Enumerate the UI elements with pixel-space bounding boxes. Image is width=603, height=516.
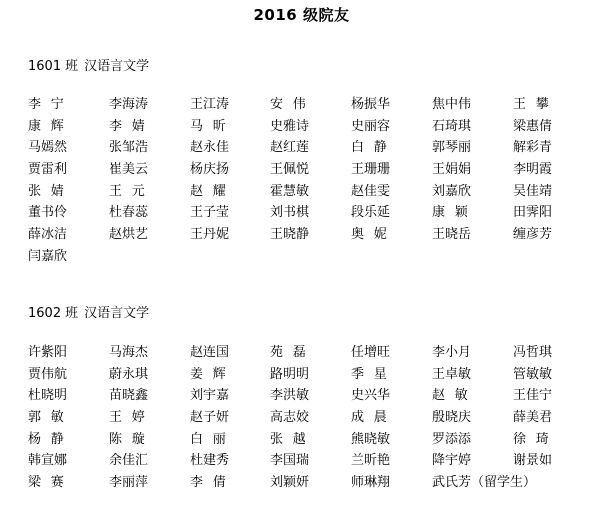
- student-name: 薛美君: [513, 410, 553, 426]
- student-name: 史兴华: [351, 388, 391, 404]
- student-name: 董书伶: [28, 205, 68, 221]
- student-name: 罗添添: [432, 431, 472, 447]
- student-name: 白静: [351, 140, 397, 156]
- student-name: 师琳翔: [351, 475, 391, 491]
- student-name: 高志姣: [270, 410, 310, 426]
- student-name: 刘颖妍: [270, 475, 310, 491]
- student-name: 张越: [270, 431, 316, 447]
- student-name: 史丽容: [351, 118, 391, 134]
- student-name: 赵敏: [432, 388, 478, 404]
- student-name: 安伟: [270, 97, 316, 112]
- student-name: 王子莹: [190, 205, 230, 221]
- student-name: 徐琦: [513, 431, 559, 447]
- student-name: 陈璇: [109, 431, 155, 447]
- student-name: 李海涛: [109, 97, 149, 112]
- student-name: 李丽萍: [109, 475, 149, 491]
- student-name: 梁赛: [28, 475, 74, 491]
- student-name: 霍慧敏: [270, 183, 310, 199]
- student-name: 赵永佳: [190, 140, 230, 156]
- student-name: 康辉: [28, 118, 74, 134]
- student-name: 王佳宁: [513, 388, 553, 404]
- student-name: 吴佳靖: [513, 183, 553, 199]
- class-code: 1602: [28, 306, 62, 321]
- student-name: 郭琴丽: [432, 140, 472, 156]
- student-name: 杨庆扬: [190, 162, 230, 178]
- student-name: 蔚永琪: [109, 366, 149, 382]
- student-name: 梁惠倩: [513, 118, 553, 134]
- student-name: 王元: [109, 183, 155, 199]
- student-name: 熊晓敏: [351, 431, 391, 447]
- student-name: 石琦琪: [432, 118, 472, 134]
- student-name: 李国瑞: [270, 453, 310, 469]
- student-name: 李明霞: [513, 162, 553, 178]
- student-name: 马昕: [190, 118, 236, 134]
- student-list-1601: [28, 94, 573, 268]
- class-heading-1601: [28, 55, 149, 74]
- student-name: 苑磊: [270, 345, 316, 360]
- student-name: 王婷: [109, 410, 155, 426]
- class-major: 汉语言文学: [84, 59, 150, 74]
- student-name: 崔美云: [109, 162, 149, 178]
- student-name: 张邹浩: [109, 140, 149, 156]
- student-name: 李倩: [190, 475, 236, 491]
- student-name: 奥妮: [351, 227, 397, 243]
- student-name: 段乐延: [351, 205, 391, 221]
- student-name: 刘嘉欣: [432, 183, 472, 199]
- student-name: 王卓敏: [432, 366, 472, 382]
- student-name: 田霁阳: [513, 205, 553, 221]
- student-name: 季星: [351, 366, 397, 382]
- page-title: 2016 级院友: [253, 6, 350, 24]
- student-name: 姜辉: [190, 366, 236, 382]
- student-name: 康颖: [432, 205, 478, 221]
- student-name: 杨振华: [351, 97, 391, 112]
- student-name: 任增旺: [351, 345, 391, 360]
- student-name: 降宇婷: [432, 453, 472, 469]
- student-name: 赵佳雯: [351, 183, 391, 199]
- student-name: 王攀: [513, 97, 559, 112]
- student-name: 王晓静: [270, 227, 310, 243]
- student-name: 赵烘艺: [109, 227, 149, 243]
- student-name: 赵连国: [190, 345, 230, 360]
- student-name: 赵红莲: [270, 140, 310, 156]
- student-name: 成晨: [351, 410, 397, 426]
- student-name: 余佳汇: [109, 453, 149, 469]
- student-list-1602: [28, 342, 573, 494]
- class-unit: 班: [65, 59, 79, 74]
- student-name: 王佩悦: [270, 162, 310, 178]
- class-heading-1602: [28, 302, 149, 321]
- class-unit: 班: [65, 306, 79, 321]
- student-name: 杜建秀: [190, 453, 230, 469]
- student-name: 许紫阳: [28, 345, 68, 360]
- student-name: 王丹妮: [190, 227, 230, 243]
- student-name: 史雅诗: [270, 118, 310, 134]
- student-name: 王晓岳: [432, 227, 472, 243]
- student-name: 兰昕艳: [351, 453, 391, 469]
- student-name: 赵耀: [190, 183, 236, 199]
- student-name: 刘宇嘉: [190, 388, 230, 404]
- student-name: 白丽: [190, 431, 236, 447]
- student-name: 杜春蕊: [109, 205, 149, 221]
- student-name: 张婧: [28, 183, 74, 199]
- student-name: 苗晓鑫: [109, 388, 149, 404]
- student-name: 管敏敏: [513, 366, 553, 382]
- student-name: 王珊珊: [351, 162, 391, 178]
- student-name: 贾雷利: [28, 162, 68, 178]
- student-name: 闫嘉欣: [28, 248, 68, 264]
- student-name: 马海杰: [109, 345, 149, 360]
- student-name: 焦中伟: [432, 97, 472, 112]
- student-name: 杨静: [28, 431, 74, 447]
- student-name: 李小月: [432, 345, 472, 360]
- student-name: 谢景如: [513, 453, 553, 469]
- student-name: 李洪敏: [270, 388, 310, 404]
- student-name: 韩宣娜: [28, 453, 68, 469]
- student-name: 杜晓明: [28, 388, 68, 404]
- student-name: 马嫣然: [28, 140, 68, 156]
- student-name: 缠彦芳: [513, 227, 553, 243]
- student-name: 武氏芳（留学生）: [432, 475, 537, 491]
- student-name: 王江涛: [190, 97, 230, 112]
- student-name: 郭敏: [28, 410, 74, 426]
- student-name: 刘书棋: [270, 205, 310, 221]
- class-code: 1601: [28, 59, 62, 74]
- student-name: 解彩青: [513, 140, 553, 156]
- student-name: 赵子妍: [190, 410, 230, 426]
- student-name: 薛冰洁: [28, 227, 68, 243]
- student-name: 李宁: [28, 97, 74, 112]
- student-name: 路明明: [270, 366, 310, 382]
- class-major: 汉语言文学: [84, 306, 150, 321]
- student-name: 李婧: [109, 118, 155, 134]
- student-name: 王娟娟: [432, 162, 472, 178]
- student-name: 贾伟航: [28, 366, 68, 382]
- student-name: 殷晓庆: [432, 410, 472, 426]
- student-name: 冯哲琪: [513, 345, 553, 360]
